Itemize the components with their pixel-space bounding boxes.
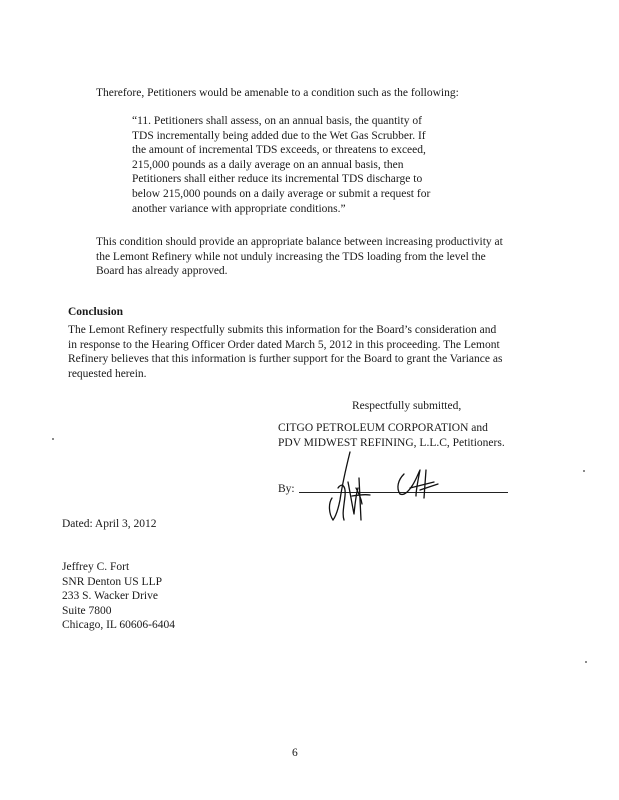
- party-line: PDV MIDWEST REFINING, L.L.C, Petitioners.: [278, 436, 505, 449]
- respectfully-submitted: Respectfully submitted,: [352, 400, 462, 412]
- address-line: Jeffrey C. Fort: [62, 561, 130, 573]
- condition-quote: [132, 114, 430, 216]
- scan-speck: [52, 438, 54, 440]
- conclusion-line: in response to the Hearing Officer Order dated March 5, 2012 in this proceeding. The Lemont: [68, 338, 500, 351]
- conclusion-line: Refinery believes that this information is further support for the Board to grant the Variance as: [68, 353, 503, 366]
- condition-line: Petitioners shall either reduce its incremental TDS discharge to: [132, 173, 423, 186]
- counsel-address: [62, 560, 175, 633]
- party-line: CITGO PETROLEUM CORPORATION and: [278, 422, 488, 434]
- conclusion-heading: Conclusion: [68, 306, 123, 318]
- condition-line: 215,000 pounds as a daily average on an annual basis, then: [132, 158, 404, 171]
- conclusion-paragraph: [68, 323, 502, 381]
- condition-line: another variance with appropriate conditions.”: [132, 202, 346, 215]
- page-number: 6: [292, 747, 298, 759]
- handwritten-signature: [312, 448, 472, 524]
- scan-speck: [583, 470, 585, 472]
- condition-line: below 215,000 pounds on a daily average or submit a request for: [132, 187, 431, 200]
- address-line: SNR Denton US LLP: [62, 575, 162, 588]
- by-label: By:: [278, 483, 295, 495]
- address-line: Chicago, IL 60606-6404: [62, 619, 175, 632]
- address-line: 233 S. Wacker Drive: [62, 590, 158, 603]
- scan-speck: [585, 661, 587, 663]
- intro-paragraph: Therefore, Petitioners would be amenable to a condition such as the following:: [96, 87, 459, 99]
- condition-line: TDS incrementally being added due to the Wet Gas Scrubber. If: [132, 129, 426, 142]
- balance-line: the Lemont Refinery while not unduly increasing the TDS loading from the level the: [96, 250, 486, 263]
- conclusion-line: requested herein.: [68, 367, 147, 380]
- condition-line: the amount of incremental TDS exceeds, or threatens to exceed,: [132, 144, 426, 157]
- balance-line: This condition should provide an appropriate balance between increasing productivity at: [96, 236, 503, 248]
- condition-line: “11. Petitioners shall assess, on an annual basis, the quantity of: [132, 115, 422, 127]
- balance-line: Board has already approved.: [96, 265, 228, 278]
- dated-line: Dated: April 3, 2012: [62, 518, 157, 530]
- party-names: [278, 421, 505, 450]
- address-line: Suite 7800: [62, 604, 112, 617]
- conclusion-line: The Lemont Refinery respectfully submits this information for the Board’s consideration and: [68, 324, 497, 336]
- balance-paragraph: [96, 235, 503, 279]
